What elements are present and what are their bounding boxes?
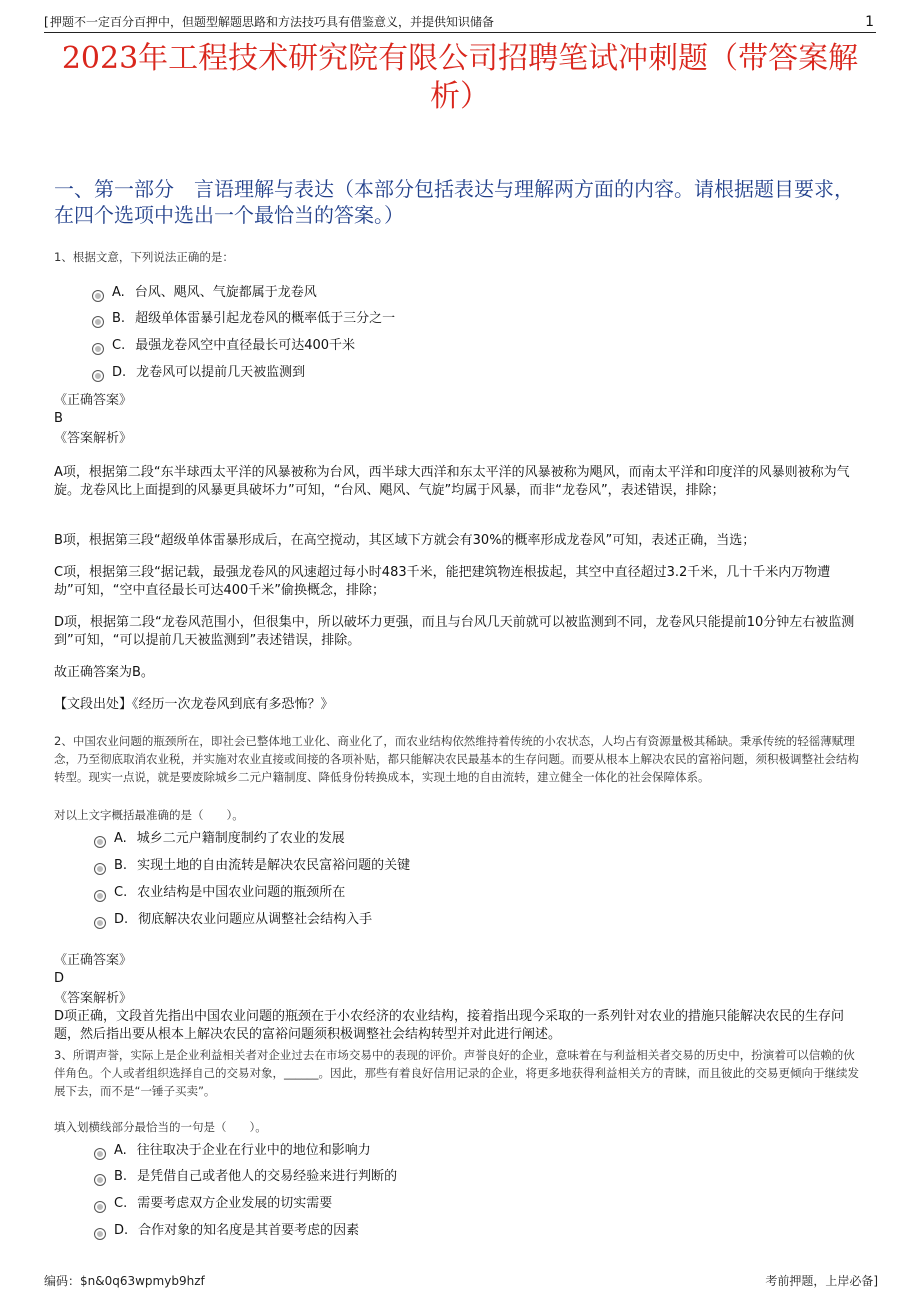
- option-text: 农业结构是中国农业问题的瓶颈所在: [137, 885, 346, 900]
- radio-icon[interactable]: [94, 890, 106, 902]
- document-title: 2023年工程技术研究院有限公司招聘笔试冲刺题（带答案解析）: [61, 41, 859, 114]
- option-letter: B.: [114, 1169, 128, 1184]
- option-text: 需要考虑双方企业发展的切实需要: [137, 1196, 333, 1211]
- question-3-option-a[interactable]: [94, 1142, 371, 1160]
- question-3-option-b[interactable]: [94, 1168, 397, 1186]
- analysis-paragraph: C项，根据第三段“据记载，最强龙卷风的风速超过每小时483千米，能把建筑物连根拔起，其空中直径超过3.2千米，几十千米内万物遭劫”可知，“空中直径最长可达400千米”偷换概念，排除；: [54, 565, 831, 598]
- option-text: 最强龙卷风空中直径最长可达400千米: [135, 338, 356, 353]
- question-2-option-a[interactable]: [94, 830, 345, 848]
- question-2-stem: 2、中国农业问题的瓶颈所在，即社会已整体地工业化、商业化了，而农业结构依然维持着传统的小农状态，人均占有资源量极其稀缺。秉承传统的轻徭薄赋理念，乃至彻底取消农业税，并实施对农业直接或间接的各项补贴，都只能解决农民最基本的生存问题。而要从根本上解决农民的富裕问题，须积极调整社会结构转型。现实一点说，就是要废除城乡二元户籍制度、降低身份转换成本，实现土地的自由流转，建立健全一体化的社会保障体系。: [54, 734, 859, 784]
- footer-slogan: 考前押题，上岸必备]: [765, 1274, 878, 1288]
- page-number: 1: [865, 14, 874, 30]
- question-3-option-d[interactable]: [94, 1222, 359, 1240]
- analysis-conclusion: 故正确答案为B。: [54, 665, 154, 680]
- question-3-option-c[interactable]: [94, 1195, 332, 1213]
- analysis-label: 《答案解析》: [54, 431, 133, 446]
- option-letter: D.: [114, 1223, 129, 1238]
- radio-icon[interactable]: [92, 343, 104, 355]
- option-letter: C.: [114, 885, 128, 900]
- option-text: 往往取决于企业在行业中的地位和影响力: [136, 1143, 371, 1158]
- answer-label: 《正确答案》: [54, 953, 133, 968]
- radio-icon[interactable]: [94, 917, 106, 929]
- section-heading: 一、第一部分 言语理解与表达（本部分包括表达与理解两方面的内容。请根据题目要求，在四个选项中选出一个最恰当的答案。）: [54, 177, 854, 227]
- analysis-label: 《答案解析》: [54, 991, 133, 1006]
- header-bracket: [: [44, 15, 49, 29]
- radio-icon[interactable]: [94, 1148, 106, 1160]
- option-text: 实现土地的自由流转是解决农民富裕问题的关键: [137, 858, 411, 873]
- question-3-stem: 3、所谓声誉，实际上是企业利益相关者对企业过去在市场交易中的表现的评价。声誉良好的企业，意味着在与利益相关者交易的历史中，扮演着可以信赖的伙伴角色。个人或者组织选择自己的交易对象，______。因此，那些有着良好信用记录的企业，将更多地获得利益相关方的青睐，而且彼此的交易更倾向于继续发展下去，而不是“一锤子买卖”。: [54, 1048, 859, 1098]
- footer-code: 编码：$n&0q63wpmyb9hzf: [44, 1274, 205, 1288]
- radio-icon[interactable]: [92, 316, 104, 328]
- option-text: 是凭借自己或者他人的交易经验来进行判断的: [137, 1169, 398, 1184]
- question-2-option-b[interactable]: [94, 857, 410, 875]
- option-letter: B.: [112, 311, 126, 326]
- analysis-paragraph: D项正确，文段首先指出中国农业问题的瓶颈在于小农经济的农业结构，接着指出现今采取的一系列针对农业的措施只能解决农民的生存问题，然后指出要从根本上解决农民的富裕问题须积极调整社会结构转型并对此进行阐述。: [54, 1009, 845, 1042]
- question-3-prompt: 填入划横线部分最恰当的一句是（ ）。: [54, 1120, 267, 1134]
- question-2-prompt: 对以上文字概括最准确的是（ ）。: [54, 808, 244, 822]
- option-text: 彻底解决农业问题应从调整社会结构入手: [138, 912, 373, 927]
- question-1-option-b[interactable]: [92, 310, 395, 328]
- radio-icon[interactable]: [92, 370, 104, 382]
- radio-icon[interactable]: [92, 290, 104, 302]
- question-2-option-c[interactable]: [94, 884, 345, 902]
- analysis-paragraph: B项，根据第三段“超级单体雷暴形成后，在高空搅动，其区域下方就会有30%的概率形成龙卷风”可知，表述正确，当选；: [54, 533, 756, 548]
- question-1-stem: 1、根据文意，下列说法正确的是：: [54, 250, 234, 264]
- radio-icon[interactable]: [94, 1228, 106, 1240]
- option-text: 龙卷风可以提前几天被监测到: [136, 365, 306, 380]
- radio-icon[interactable]: [94, 836, 106, 848]
- source-citation: 【文段出处】《经历一次龙卷风到底有多恐怖？》: [54, 697, 334, 712]
- question-1-option-c[interactable]: [92, 337, 355, 355]
- option-letter: C.: [114, 1196, 128, 1211]
- radio-icon[interactable]: [94, 1201, 106, 1213]
- option-text: 合作对象的知名度是其首要考虑的因素: [138, 1223, 360, 1238]
- question-2-option-d[interactable]: [94, 911, 372, 929]
- page-header: [44, 14, 876, 33]
- analysis-paragraph: D项，根据第二段“龙卷风范围小，但很集中，所以破坏力更强，而且与台风几天前就可以被监测到不同，龙卷风只能提前10分钟左右被监测到”可知，“可以提前几天被监测到”表述错误，排除。: [54, 615, 855, 648]
- option-text: 城乡二元户籍制度制约了农业的发展: [136, 831, 345, 846]
- header-notice: 押题不一定百分百押中，但题型解题思路和方法技巧具有借鉴意义，并提供知识储备: [50, 15, 495, 29]
- correct-answer: D: [54, 971, 65, 986]
- question-1-option-d[interactable]: [92, 364, 305, 382]
- answer-label: 《正确答案》: [54, 393, 133, 408]
- option-letter: D.: [114, 912, 129, 927]
- question-1-option-a[interactable]: [92, 284, 317, 302]
- option-letter: A.: [114, 831, 127, 846]
- option-text: 超级单体雷暴引起龙卷风的概率低于三分之一: [135, 311, 396, 326]
- option-text: 台风、飓风、气旋都属于龙卷风: [134, 285, 317, 300]
- radio-icon[interactable]: [94, 1174, 106, 1186]
- radio-icon[interactable]: [94, 863, 106, 875]
- correct-answer: B: [54, 411, 63, 426]
- option-letter: D.: [112, 365, 127, 380]
- option-letter: A.: [112, 285, 125, 300]
- option-letter: A.: [114, 1143, 127, 1158]
- analysis-paragraph: A项，根据第二段“东半球西太平洋的风暴被称为台风，西半球大西洋和东太平洋的风暴被称为飓风，而南太平洋和印度洋的风暴则被称为气旋。龙卷风比上面提到的风暴更具破坏力”可知，“台风、飓风、气旋”均属于风暴，而非“龙卷风”，表述错误，排除；: [54, 465, 850, 498]
- option-letter: B.: [114, 858, 128, 873]
- option-letter: C.: [112, 338, 126, 353]
